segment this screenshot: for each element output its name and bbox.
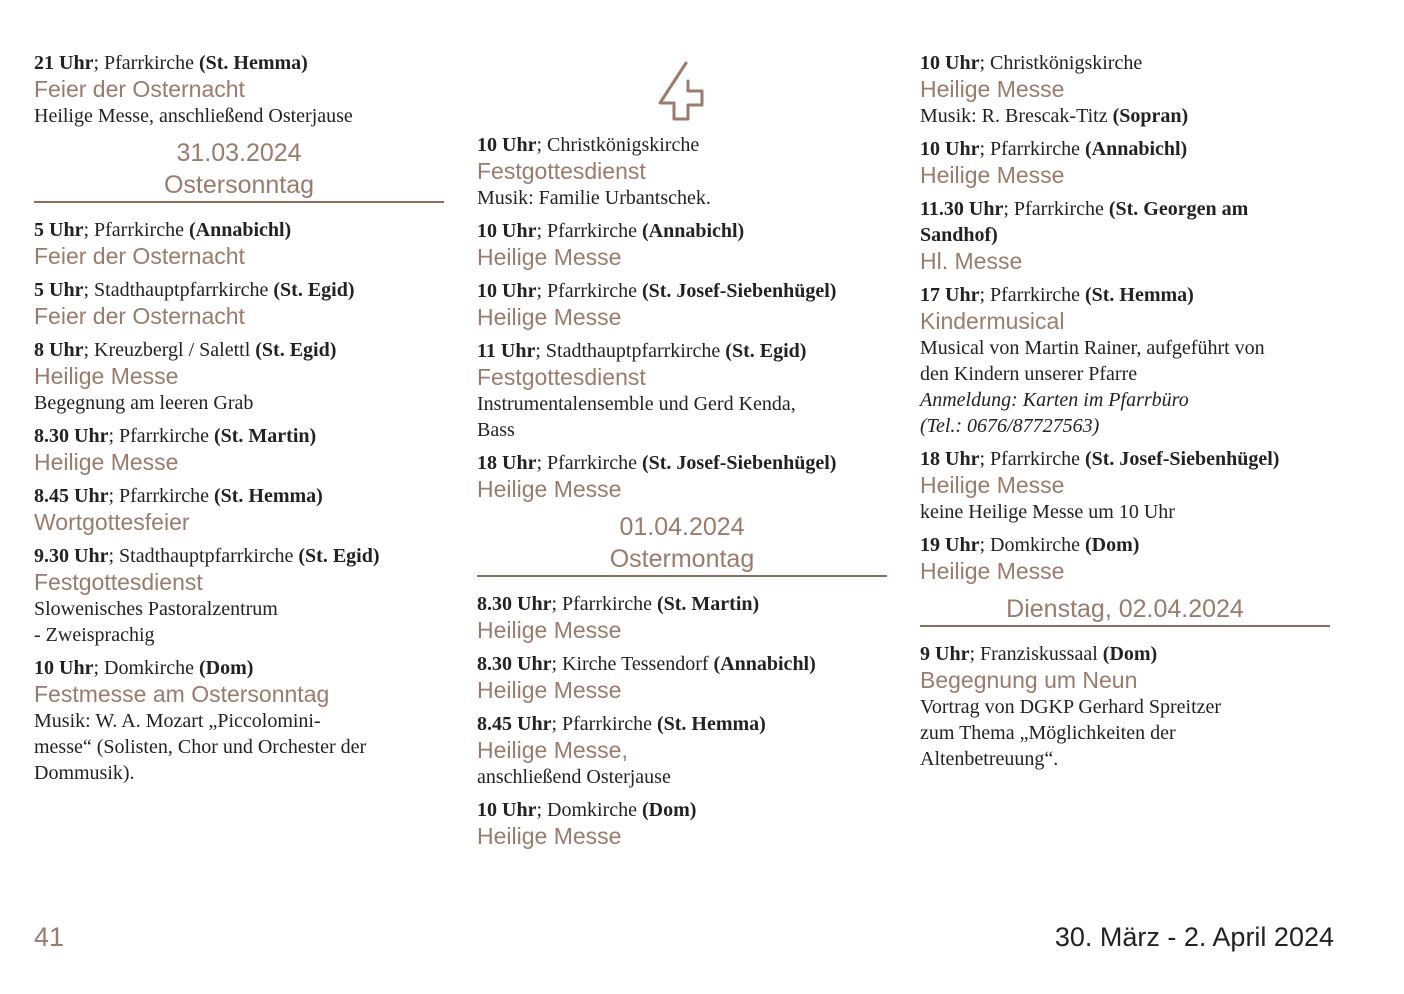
event-parish: (St. Georgen am	[1108, 198, 1249, 220]
event-title: Heilige Messe	[34, 363, 179, 389]
event-title: Festgottesdienst	[34, 569, 203, 595]
event-entry	[34, 337, 444, 416]
event-entry	[477, 651, 887, 704]
event-title: Hl. Messe	[920, 248, 1023, 274]
event-entry	[34, 50, 444, 129]
column-2	[477, 50, 887, 857]
event-entry	[34, 655, 444, 786]
event-time-place: 10 Uhr; Pfarrkirche (St. Josef-Siebenhügel)	[477, 280, 837, 302]
event-time: 10 Uhr	[477, 799, 537, 821]
event-time-place: 10 Uhr; Pfarrkirche (Annabichl)	[477, 220, 745, 242]
event-place: Pfarrkirche	[1013, 198, 1109, 220]
day-heading	[477, 511, 887, 577]
event-parish: (St. Hemma)	[198, 52, 308, 74]
event-time: 10 Uhr	[920, 52, 980, 74]
event-title: Heilige Messe	[477, 823, 622, 849]
event-parish: (St. Hemma)	[1084, 284, 1194, 306]
event-time-place: 18 Uhr; Pfarrkirche (St. Josef-Siebenhügel)	[477, 452, 837, 474]
event-parish: (Dom)	[1085, 534, 1140, 556]
event-parish: (Dom)	[642, 799, 697, 821]
day-heading-line: 01.04.2024	[619, 513, 745, 541]
event-parish: (Dom)	[1102, 643, 1158, 665]
event-time-place: 10 Uhr; Christkönigskirche	[920, 52, 1143, 74]
event-description: Altenbetreuung“.	[920, 748, 1059, 770]
event-time-place: 11 Uhr; Stadthauptpfarrkirche (St. Egid)	[477, 340, 807, 362]
event-parish: (Annabichl)	[1084, 138, 1188, 160]
event-time-place: 10 Uhr; Domkirche (Dom)	[34, 657, 254, 679]
event-place: Domkirche	[990, 534, 1085, 556]
event-description: zum Thema „Möglichkeiten der	[920, 722, 1176, 744]
event-entry	[920, 641, 1330, 772]
event-entry	[477, 591, 887, 644]
page-date-range: 30. März - 2. April 2024	[1054, 922, 1334, 952]
event-time: 10 Uhr	[920, 138, 980, 160]
event-time: 10 Uhr	[477, 280, 537, 302]
event-parish: (Annabichl)	[641, 220, 745, 242]
event-title: Festgottesdienst	[477, 158, 646, 184]
event-time-place: 9.30 Uhr; Stadthauptpfarrkirche (St. Egid)	[34, 545, 380, 567]
event-time: 8.45 Uhr	[477, 713, 552, 735]
event-time: 18 Uhr	[920, 448, 980, 470]
event-description: Bass	[477, 419, 515, 441]
event-time: 10 Uhr	[34, 657, 94, 679]
event-parish: (St. Martin)	[656, 593, 760, 615]
day-heading-line: Dienstag, 02.04.2024	[1006, 595, 1244, 623]
event-parish: (St. Egid)	[255, 339, 337, 361]
event-time-place: 17 Uhr; Pfarrkirche (St. Hemma)	[920, 284, 1194, 306]
event-time-place: 10 Uhr; Pfarrkirche (Annabichl)	[920, 138, 1188, 160]
event-time-place: 19 Uhr; Domkirche (Dom)	[920, 534, 1140, 556]
event-entry	[920, 196, 1330, 275]
event-note: Anmeldung: Karten im Pfarrbüro	[920, 389, 1189, 411]
page-number: 41	[34, 922, 65, 952]
event-title: Heilige Messe,	[477, 737, 628, 763]
parish-cross-logo-icon	[477, 50, 887, 132]
event-place: Pfarrkirche	[547, 452, 642, 474]
event-place: Pfarrkirche	[94, 219, 189, 241]
event-title: Heilige Messe	[920, 472, 1065, 498]
event-place: Pfarrkirche	[562, 713, 657, 735]
event-time-place: 11.30 Uhr; Pfarrkirche (St. Georgen am	[920, 198, 1249, 220]
event-time: 5 Uhr	[34, 279, 84, 301]
event-description: Dommusik).	[34, 762, 135, 784]
event-entry	[477, 711, 887, 790]
event-title: Feier der Osternacht	[34, 243, 245, 269]
event-title: Heilige Messe	[34, 449, 179, 475]
event-place: Pfarrkirche	[104, 52, 199, 74]
event-description: anschließend Osterjause	[477, 766, 671, 788]
event-place: Stadthauptpfarrkirche	[545, 340, 726, 362]
event-time: 10 Uhr	[477, 220, 537, 242]
event-entry	[34, 217, 444, 270]
event-title: Heilige Messe	[477, 677, 622, 703]
event-time: 21 Uhr	[34, 52, 94, 74]
event-description: den Kindern unserer Pfarre	[920, 363, 1138, 385]
event-entry	[477, 278, 887, 331]
event-time: 17 Uhr	[920, 284, 980, 306]
event-time: 11.30 Uhr	[920, 198, 1004, 220]
event-parish: (Dom)	[199, 657, 254, 679]
event-entry	[34, 423, 444, 476]
event-entry	[477, 218, 887, 271]
event-entry	[34, 483, 444, 536]
event-title: Festmesse am Ostersonntag	[34, 681, 330, 707]
event-title: Festgottesdienst	[477, 364, 646, 390]
event-place: Pfarrkirche	[547, 280, 642, 302]
column-3	[920, 50, 1330, 779]
event-description: keine Heilige Messe um 10 Uhr	[920, 501, 1175, 523]
event-place: Stadthauptpfarrkirche	[94, 279, 274, 301]
event-title: Heilige Messe	[920, 558, 1065, 584]
event-place: Stadthauptpfarrkirche	[119, 545, 299, 567]
event-description: Musik: W. A. Mozart „Piccolomini-	[34, 710, 321, 732]
event-description: messe“ (Solisten, Chor und Orchester der	[34, 736, 367, 758]
event-time: 10 Uhr	[477, 134, 537, 156]
event-description: - Zweisprachig	[34, 624, 155, 646]
event-place: Domkirche	[104, 657, 199, 679]
event-title: Heilige Messe	[477, 304, 622, 330]
event-time-place: 8.45 Uhr; Pfarrkirche (St. Hemma)	[477, 713, 766, 735]
day-heading	[920, 593, 1330, 627]
event-time-place: 9 Uhr; Franziskussaal (Dom)	[920, 643, 1158, 665]
event-description: Instrumentalensemble und Gerd Kenda,	[477, 393, 796, 415]
event-parish: (St. Josef-Siebenhügel)	[641, 452, 837, 474]
event-description: Musik: Familie Urbantschek.	[477, 187, 711, 209]
event-entry	[477, 450, 887, 503]
event-title: Begegnung um Neun	[920, 667, 1138, 693]
event-place: Pfarrkirche	[562, 593, 657, 615]
day-heading	[34, 137, 444, 203]
event-title: Heilige Messe	[477, 617, 622, 643]
event-parish: (St. Egid)	[273, 279, 355, 301]
event-place: Franziskussaal	[980, 643, 1103, 665]
event-time-place: 10 Uhr; Domkirche (Dom)	[477, 799, 697, 821]
event-time-place: 8.45 Uhr; Pfarrkirche (St. Hemma)	[34, 485, 323, 507]
event-title: Kindermusical	[920, 308, 1065, 334]
event-description: Musical von Martin Rainer, aufgeführt von	[920, 337, 1265, 359]
event-time-place: 8 Uhr; Kreuzbergl / Salettl (St. Egid)	[34, 339, 337, 361]
event-time-place: 10 Uhr; Christkönigskirche	[477, 134, 700, 156]
event-parish: (St. Josef-Siebenhügel)	[1084, 448, 1280, 470]
event-description: Musik: R. Brescak-Titz (Sopran)	[920, 105, 1189, 127]
event-time: 5 Uhr	[34, 219, 84, 241]
event-parish: (St. Egid)	[725, 340, 807, 362]
day-heading-line: 31.03.2024	[176, 139, 302, 167]
event-title: Heilige Messe	[477, 476, 622, 502]
event-note: (Tel.: 0676/87727563)	[920, 415, 1100, 437]
event-parish: (St. Hemma)	[656, 713, 766, 735]
event-parish: (St. Martin)	[213, 425, 317, 447]
event-title: Feier der Osternacht	[34, 76, 245, 102]
event-place: Domkirche	[547, 799, 642, 821]
event-entry	[920, 446, 1330, 525]
event-parish: (St. Josef-Siebenhügel)	[641, 280, 837, 302]
event-place: Kirche Tessendorf	[562, 653, 714, 675]
event-time: 9.30 Uhr	[34, 545, 109, 567]
event-parish-continued	[920, 222, 1330, 248]
event-place: Pfarrkirche	[119, 425, 214, 447]
event-entry	[477, 132, 887, 211]
event-description: Heilige Messe, anschließend Osterjause	[34, 105, 353, 127]
column-1	[34, 50, 444, 793]
event-description: Vortrag von DGKP Gerhard Spreitzer	[920, 696, 1222, 718]
event-title: Wortgottesfeier	[34, 509, 190, 535]
event-time: 8 Uhr	[34, 339, 84, 361]
event-place: Pfarrkirche	[990, 138, 1085, 160]
event-time: 8.30 Uhr	[477, 653, 552, 675]
event-time-place: 18 Uhr; Pfarrkirche (St. Josef-Siebenhügel)	[920, 448, 1280, 470]
day-heading-line: Ostermontag	[609, 545, 755, 573]
event-entry	[920, 50, 1330, 129]
event-place: Pfarrkirche	[547, 220, 642, 242]
event-parish-cont: Sandhof)	[920, 224, 998, 246]
event-title: Feier der Osternacht	[34, 303, 245, 329]
event-place: Pfarrkirche	[990, 284, 1085, 306]
event-time: 18 Uhr	[477, 452, 537, 474]
event-entry	[34, 277, 444, 330]
event-entry	[920, 282, 1330, 439]
event-parish: (St. Hemma)	[213, 485, 323, 507]
event-time-place: 8.30 Uhr; Pfarrkirche (St. Martin)	[477, 593, 760, 615]
event-time-place: 5 Uhr; Stadthauptpfarrkirche (St. Egid)	[34, 279, 355, 301]
event-title: Heilige Messe	[477, 244, 622, 270]
event-parish: (St. Egid)	[298, 545, 380, 567]
event-entry	[477, 338, 887, 443]
event-title: Heilige Messe	[920, 162, 1065, 188]
event-place: Pfarrkirche	[119, 485, 214, 507]
event-time: 11 Uhr	[477, 340, 536, 362]
event-time-place: 5 Uhr; Pfarrkirche (Annabichl)	[34, 219, 292, 241]
event-place: Pfarrkirche	[990, 448, 1085, 470]
event-time: 8.30 Uhr	[34, 425, 109, 447]
event-time-place: 8.30 Uhr; Pfarrkirche (St. Martin)	[34, 425, 317, 447]
event-time: 19 Uhr	[920, 534, 980, 556]
event-time: 8.45 Uhr	[34, 485, 109, 507]
event-time: 8.30 Uhr	[477, 593, 552, 615]
event-entry	[34, 543, 444, 648]
event-parish: (Annabichl)	[188, 219, 292, 241]
event-place: Kreuzbergl / Salettl	[94, 339, 256, 361]
event-title: Heilige Messe	[920, 76, 1065, 102]
event-time-place: 8.30 Uhr; Kirche Tessendorf (Annabichl)	[477, 653, 816, 675]
day-heading-line: Ostersonntag	[163, 171, 315, 199]
event-parish: (Annabichl)	[713, 653, 816, 675]
event-description: Slowenisches Pastoralzentrum	[34, 598, 278, 620]
event-entry	[477, 797, 887, 850]
event-time: 9 Uhr	[920, 643, 970, 665]
event-time-place: 21 Uhr; Pfarrkirche (St. Hemma)	[34, 52, 308, 74]
event-place: Christkönigskirche	[547, 134, 700, 156]
event-place: Christkönigskirche	[990, 52, 1143, 74]
event-entry	[920, 136, 1330, 189]
event-entry	[920, 532, 1330, 585]
event-description: Begegnung am leeren Grab	[34, 392, 254, 414]
